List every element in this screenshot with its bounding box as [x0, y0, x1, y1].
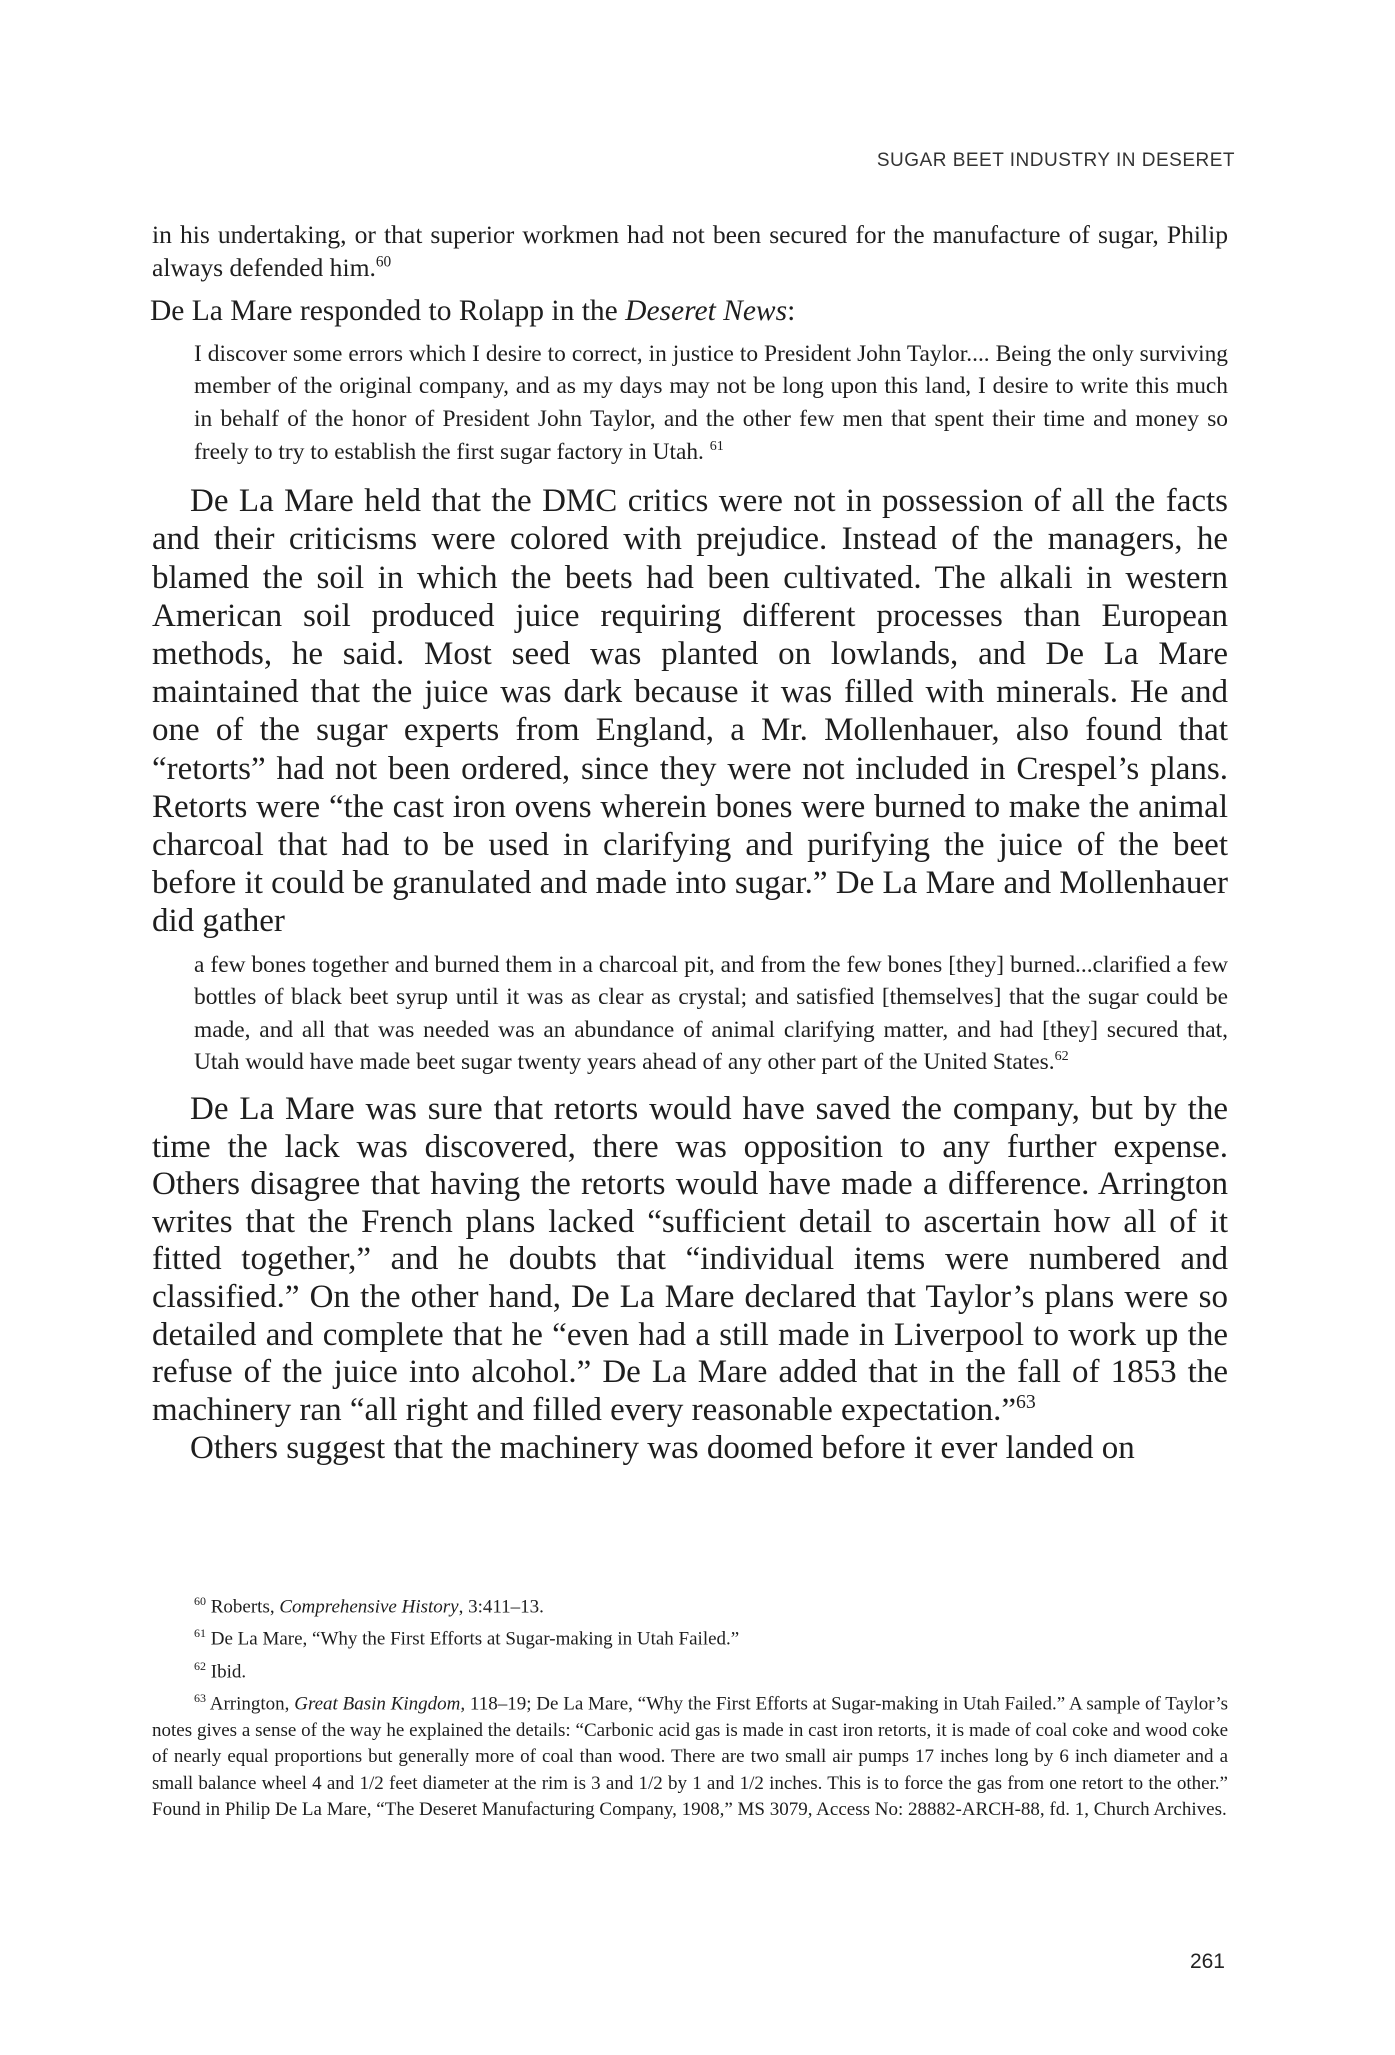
page-number: 261	[1189, 1950, 1225, 1973]
footnote-63-a: Arrington,	[206, 1693, 295, 1715]
page-body	[152, 218, 1228, 1823]
paragraph-intro-rolapp	[150, 295, 1228, 328]
footnote-61-text: De La Mare, “Why the First Efforts at Sugar-making in Utah Failed.”	[206, 1628, 740, 1650]
footnote-62	[194, 1653, 1228, 1686]
footnote-60	[194, 1588, 1228, 1621]
footnote-63-number: 63	[194, 1691, 206, 1706]
footnote-separator	[152, 1468, 1228, 1588]
block-quote-1	[194, 338, 1228, 468]
block-quote-1-text: I discover some errors which I desire to correct, in justice to President John Taylor.... Being the only surviving member of the original company, and as my days may not be long upon this land, I desire to write this much in behalf of the honor of President John Taylor, and the other few men that spent their time and money so freely to try to establish the first sugar factory in Utah.	[194, 340, 1228, 465]
newspaper-title: Deseret News	[625, 294, 788, 327]
footnote-ref-61: 61	[709, 437, 724, 454]
footnote-63-b: 118–19; De La Mare, “Why the First Efforts at Sugar-making in Utah Failed.” A sample of Taylor’s notes gives a sense of the way he explained the details: “Carbonic acid gas is made in cast iron retorts, it is made of coal coke and wood coke of nearly equal proportions but generally more of coal than wood. There are two small air pumps 17 inches long by 6 inch diameter and a small balance wheel 4 and 1/2 feet diameter at the rim is 3 and 1/2 by 1 and 1/2 inches. This is to force the gas from one retort to the other.” Found in Philip De La Mare, “The Deseret Manufacturing Company, 1908,” MS 3079, Access No: 28882-ARCH-88, fd. 1, Church Archives.	[152, 1693, 1228, 1820]
footnote-60-a: Roberts,	[206, 1595, 280, 1617]
footnote-ref-63: 63	[1016, 1390, 1036, 1413]
paragraph-retorts	[152, 1091, 1228, 1429]
footnotes	[152, 1588, 1228, 1824]
paragraph-dmc-critics: De La Mare held that the DMC critics were not in possession of all the facts and their criticisms were colored with prejudice. Instead of the managers, he blamed the soil in which the beets had been cultivated. The alkali in western American soil produced juice requiring different processes than European methods, he said. Most seed was planted on lowlands, and De La Mare maintained that the juice was dark because it was filled with minerals. He and one of the sugar experts from England, a Mr. Mollenhauer, also found that “retorts” had not been ordered, since they were not included in Crespel’s plans. Retorts were “the cast iron ovens wherein bones were burned to make the animal charcoal that had to be used in clarifying and purifying the juice of the beet before it could be granulated and made into sugar.” De La Mare and Mollenhauer did gather	[152, 483, 1228, 940]
footnote-ref-62: 62	[1054, 1048, 1069, 1065]
running-head: SUGAR BEET INDUSTRY IN DESERET	[876, 150, 1235, 171]
footnote-60-b: , 3:411–13.	[458, 1595, 544, 1617]
footnote-61	[194, 1620, 1228, 1653]
intro-tail-text: :	[787, 294, 796, 327]
footnote-61-number: 61	[194, 1626, 206, 1641]
footnote-62-number: 62	[194, 1658, 206, 1673]
footnote-63	[152, 1685, 1228, 1823]
footnote-60-number: 60	[194, 1593, 206, 1608]
block-quote-2	[194, 949, 1228, 1079]
intro-lead-text: De La Mare responded to Rolapp in the	[150, 294, 626, 327]
footnote-ref-60: 60	[375, 253, 392, 271]
footnote-63-title: Great Basin Kingdom,	[294, 1693, 466, 1715]
paragraph-continuation-text: in his undertaking, or that superior workmen had not been secured for the manufacture of sugar, Philip always defended him.	[152, 220, 1228, 283]
footnote-62-text: Ibid.	[206, 1661, 247, 1683]
paragraph-retorts-text: De La Mare was sure that retorts would have saved the company, but by the time the lack was discovered, there was opposition to any further expense. Others disagree that having the retorts would have made a difference. Arrington writes that the French plans lacked “sufficient detail to ascertain how all of it fitted together,” and he doubts that “individual items were numbered and classified.” On the other hand, De La Mare declared that Taylor’s plans were so detailed and complete that he “even had a still made in Liverpool to work up the refuse of the juice into alcohol.” De La Mare added that in the fall of 1853 the machinery ran “all right and filled every reasonable expectation.”	[152, 1091, 1228, 1428]
footnote-60-title: Comprehensive History	[279, 1595, 459, 1617]
paragraph-machinery: Others suggest that the machinery was doomed before it ever landed on	[190, 1430, 1135, 1467]
paragraph-continuation	[152, 218, 1228, 285]
block-quote-2-text: a few bones together and burned them in a charcoal pit, and from the few bones [they] burned...clarified a few bottles of black beet syrup until it was as clear as crystal; and satisfied [themselves] that the sugar could be made, and all that was needed was an abundance of animal clarifying matter, and had [they] secured that, Utah would have made beet sugar twenty years ahead of any other part of the United States.	[194, 951, 1228, 1076]
